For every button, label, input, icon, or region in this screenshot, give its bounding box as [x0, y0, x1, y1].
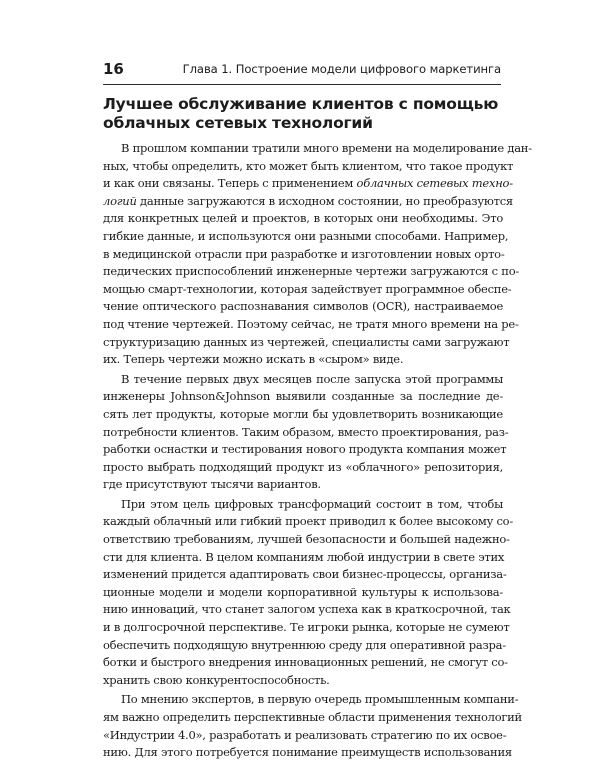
- section-title-line: Лучшее обслуживание клиентов с помощью: [103, 95, 499, 113]
- text-line: ответствию требованиям, лучшей безопасности и большей надежно-: [103, 532, 510, 547]
- text-line: сти для клиента. В целом компаниям любой индустрии в свете этих: [103, 549, 505, 564]
- text-line: просто выбрать подходящий продукт из «облачного» репозитория,: [103, 459, 503, 474]
- text-line: сять лет продукты, которые могли бы удовлетворить возникающие: [103, 406, 503, 421]
- italic-term: логий: [103, 193, 137, 208]
- section-title-line: облачных сетевых технологий: [103, 114, 373, 132]
- text-line: По мнению экспертов, в первую очередь промышленным компани-: [121, 692, 519, 707]
- text-line: чение оптического распознавания символов (OCR), настраиваемое: [103, 299, 503, 314]
- text-line: ционные модели и модели корпоративной культуры к использова-: [103, 584, 503, 599]
- text-line: потребности клиентов. Таким образом, вместо проектирования, раз-: [103, 424, 509, 439]
- text-line: где присутствуют тысячи вариантов.: [103, 477, 321, 492]
- text-line: [103, 175, 513, 193]
- text-run: данные загружаются в исходном состоянии, но преобразуются: [136, 193, 513, 208]
- text-line: [103, 193, 513, 211]
- text-line: структуризацию данных из чертежей, специалисты сами загружают: [103, 334, 510, 349]
- text-line: под чтение чертежей. Поэтому сейчас, не тратя много времени на ре-: [103, 316, 519, 331]
- text-line: их. Теперь чертежи можно искать в «сыром» виде.: [103, 352, 404, 367]
- text-line: нию. Для этого потребуется понимание преимуществ использования: [103, 745, 512, 760]
- text-line: инженеры Johnson&Johnson выявили созданные за последние де-: [103, 389, 503, 404]
- italic-term: облачных сетевых техно-: [356, 176, 513, 191]
- text-run: и как они связаны. Теперь с применением: [103, 176, 354, 191]
- body-text: [103, 140, 532, 764]
- page-header: [103, 60, 501, 85]
- text-line: ям важно определить перспективные области применения технологий: [103, 710, 522, 724]
- section-title: [103, 95, 503, 133]
- text-line: обеспечить подходящую внутреннюю среду для оперативной разра-: [103, 637, 506, 652]
- text-line: для конкретных целей и проектов, в которых они необходимы. Это: [103, 211, 503, 226]
- text-line: ботки и быстрого внедрения инновационных решений, не смогут со-: [103, 655, 508, 670]
- text-line: мощью смарт-технологии, которая задействует программное обеспе-: [103, 281, 512, 296]
- text-line: педических приспособлений инженерные чертежи загружаются с по-: [103, 264, 520, 279]
- text-line: В течение первых двух месяцев после запуска этой программы: [121, 371, 503, 386]
- page-number: 16: [103, 60, 124, 78]
- text-line: каждый облачный или гибкий проект приводил к более высокому со-: [103, 514, 513, 529]
- text-line: работки оснастки и тестирования нового продукта компания может: [103, 442, 507, 457]
- text-line: в медицинской отрасли при разработке и изготовлении новых орто-: [103, 246, 505, 261]
- text-line: ных, чтобы определить, кто может быть клиентом, что такое продукт: [103, 158, 514, 173]
- paragraph-4: [103, 691, 522, 761]
- text-line: гибкие данные, и используются они разными способами. Например,: [103, 228, 509, 243]
- text-line: При этом цель цифровых трансформаций состоит в том, чтобы: [121, 496, 503, 511]
- running-head: Глава 1. Построение модели цифрового маркетинга: [182, 62, 501, 76]
- text-line: нию инноваций, что станет залогом успеха как в краткосрочной, так: [103, 602, 511, 617]
- paragraph-1: [103, 140, 532, 369]
- text-line: В прошлом компании тратили много времени на моделирование дан-: [121, 141, 532, 155]
- paragraph-3: [103, 496, 513, 690]
- text-line: «Индустрии 4.0», разработать и реализовать стратегию по их освое-: [103, 727, 507, 742]
- paragraph-2: [103, 371, 509, 494]
- text-line: и в долгосрочной перспективе. Те игроки рынка, которые не сумеют: [103, 620, 510, 635]
- text-line: хранить свою конкурентоспособность.: [103, 672, 330, 687]
- text-line: изменений придется адаптировать свои бизнес-процессы, организа-: [103, 567, 507, 582]
